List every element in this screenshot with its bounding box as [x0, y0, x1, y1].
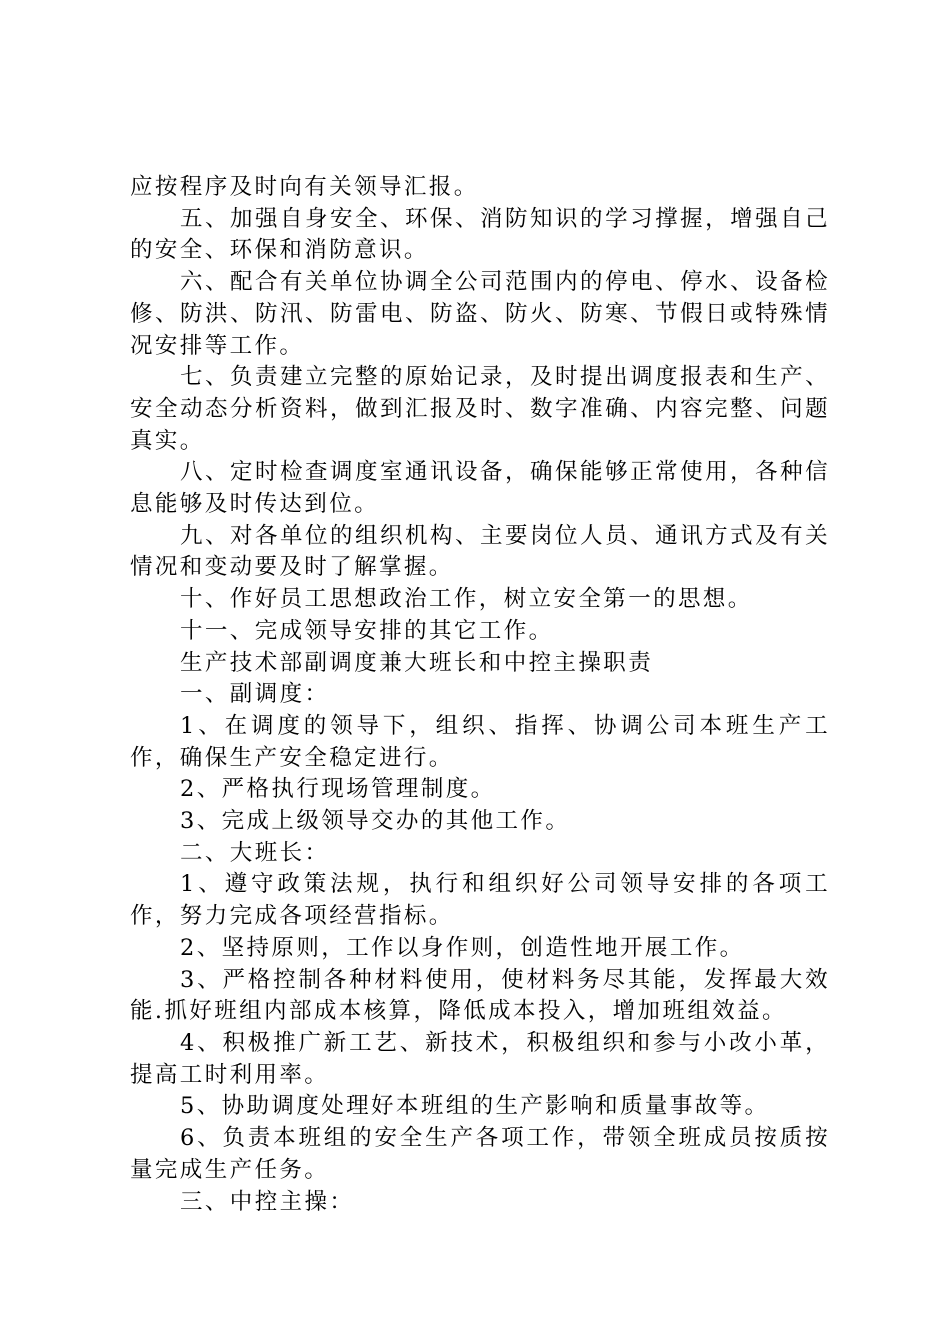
- paragraph-leader-1: 1、遵守政策法规，执行和组织好公司领导安排的各项工作，努力完成各项经营指标。: [130, 871, 830, 930]
- paragraph-item-8: 八、定时检查调度室通讯设备，确保能够正常使用，各种信息能够及时传达到位。: [130, 459, 830, 518]
- section-title: 生产技术部副调度兼大班长和中控主操职责: [180, 649, 654, 676]
- section-heading-central-control: 三、中控主操：: [180, 1188, 355, 1215]
- paragraph-item-9: 九、对各单位的组织机构、主要岗位人员、通讯方式及有关情况和变动要及时了解掌握。: [130, 522, 830, 581]
- document-body: [130, 172, 830, 1218]
- paragraph-leader-2: 2、坚持原则，工作以身作则，创造性地开展工作。: [180, 934, 745, 961]
- paragraph-item-11: 十一、完成领导安排的其它工作。: [180, 617, 554, 644]
- paragraph-item-6: 六、配合有关单位协调全公司范围内的停电、停水、设备检修、防洪、防汛、防雷电、防盗、防火、防寒、节假日或特殊情况安排等工作。: [130, 269, 830, 359]
- paragraph-deputy-3: 3、完成上级领导交办的其他工作。: [180, 808, 571, 835]
- paragraph-item-7: 七、负责建立完整的原始记录，及时提出调度报表和生产、安全动态分析资料，做到汇报及时、数字准确、内容完整、问题真实。: [130, 364, 830, 454]
- paragraph-leader-6: 6、负责本班组的安全生产各项工作，带领全班成员按质按量完成生产任务。: [130, 1125, 830, 1183]
- section-heading-deputy-dispatcher: 一、副调度：: [180, 681, 330, 708]
- paragraph-deputy-1: 1、在调度的领导下，组织、指挥、协调公司本班生产工作，确保生产安全稳定进行。: [130, 712, 830, 771]
- paragraph-leader-5: 5、协助调度处理好本班组的生产影响和质量事故等。: [180, 1093, 770, 1120]
- paragraph-item-5: 五、加强自身安全、环保、消防知识的学习撑握，增强自己的安全、环保和消防意识。: [130, 205, 830, 264]
- paragraph-deputy-2: 2、严格执行现场管理制度。: [180, 776, 496, 803]
- paragraph-leader-3: 3、严格控制各种材料使用，使材料务尽其能，发挥最大效能.抓好班组内部成本核算，降低成本投入，增加班组效益。: [130, 966, 830, 1025]
- paragraph-item-10: 十、作好员工思想政治工作，树立安全第一的思想。: [180, 586, 753, 613]
- paragraph-leader-4: 4、积极推广新工艺、新技术，积极组织和参与小改小革，提高工时利用率。: [130, 1029, 830, 1088]
- paragraph-continuation: 应按程序及时向有关领导汇报。: [130, 174, 479, 200]
- section-heading-shift-leader: 二、大班长：: [180, 839, 330, 866]
